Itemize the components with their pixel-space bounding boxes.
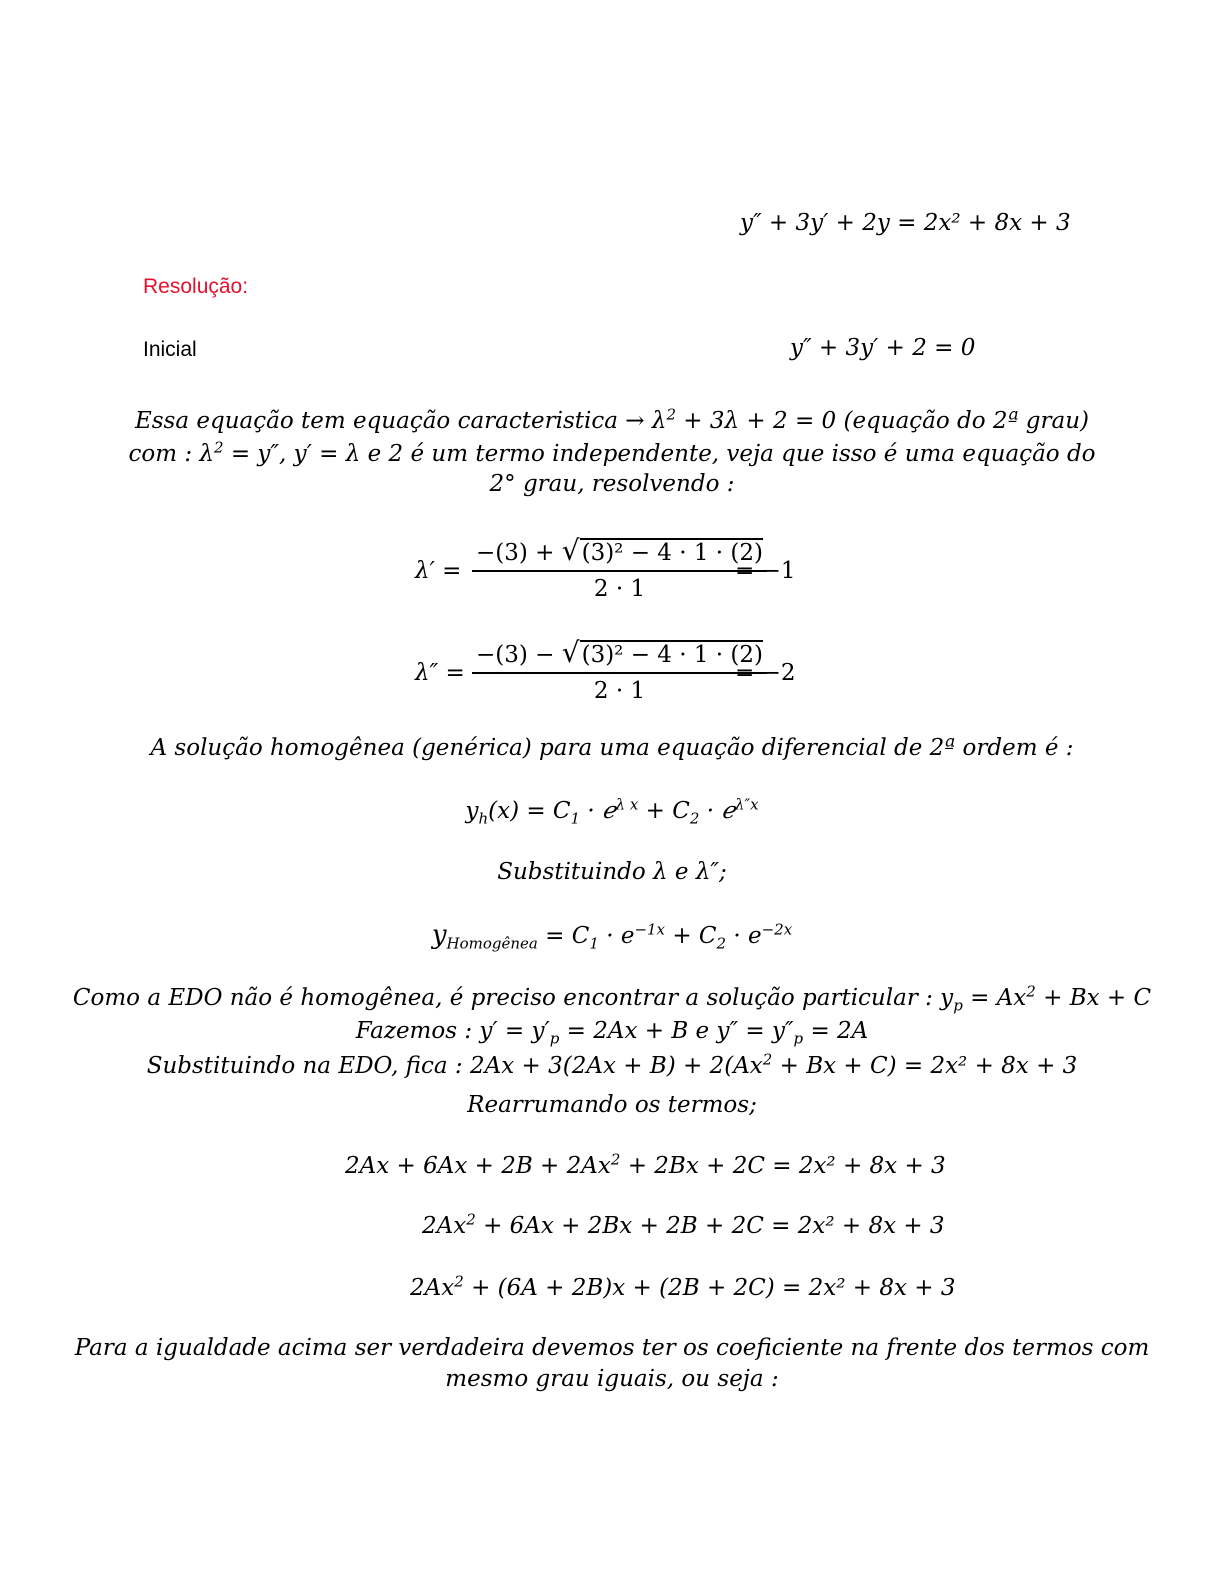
characteristic-line-1: Essa equação tem equação caracteristica → $\lambda^2 + 3\lambda + 2 = 0$ (equação do 2ª grau) (134, 405, 1090, 434)
rearranging-line: Rearrumando os termos; (467, 1092, 757, 1118)
conclusion-line-2: mesmo grau iguais, ou seja : (445, 1366, 779, 1392)
particular-line-2: Fazemos : $y' = y'_p = 2Ax + B$ e $y'' = y''_p = 2A$ (355, 1018, 869, 1048)
lambda2-lhs: λ″ = (415, 660, 465, 686)
initial-equation: y″ + 3y′ + 2 = 0 (790, 335, 976, 361)
main-equation: y″ + 3y′ + 2y = 2x² + 8x + 3 (740, 210, 1071, 236)
lambda1-result: = −1 (735, 558, 796, 584)
characteristic-line-3: 2° grau, resolvendo : (489, 471, 735, 497)
lambda1-fraction: $\frac{\text{−(3) + √(3)² − 4 · 1 · (2)}}{2 \cdot 1}$ (472, 534, 767, 606)
lambda2-result: = −2 (735, 660, 796, 686)
substituting-line: Substituindo λ e λ″; (497, 859, 727, 885)
lambda1-lhs: λ′ = (415, 558, 462, 584)
initial-label: Inicial (143, 338, 197, 361)
resolution-label: Resolução: (143, 275, 249, 298)
homogeneous-specific: $y_{Homogênea} = C_1 \cdot e^{-1x} + C_2 \cdot e^{-2x}$ (431, 920, 793, 953)
conclusion-line-1: Para a igualdade acima ser verdadeira devemos ter os coeficiente na frente dos termos com (74, 1335, 1150, 1361)
lambda2-fraction: $\frac{\text{−(3) − √(3)² − 4 · 1 · (2)}}{2 \cdot 1}$ (472, 636, 767, 708)
particular-line-3: Substituindo na EDO, fica : $2Ax + 3(2Ax + B) + 2(Ax^2 + Bx + C) = 2x^2 + 8x + 3$ (146, 1050, 1078, 1079)
homogeneous-intro: A solução homogênea (genérica) para uma equação diferencial de 2ª ordem é : (150, 735, 1074, 761)
expansion-eq-2: $2Ax^2 + 6Ax + 2Bx + 2B + 2C = 2x^2 + 8x + 3$ (422, 1210, 945, 1239)
characteristic-line-2: com : $\lambda^2 = y''$, y′ = λ e 2 é um termo independente, veja que isso é uma equação do (128, 438, 1096, 467)
homogeneous-general: $y_h(x) = C_1$ · ℯ$^{\lambda x}$ + $C_2$ · ℯ$^{\lambda''x}$ (465, 795, 759, 828)
particular-line-1: Como a EDO não é homogênea, é preciso encontrar a solução particular : $y_p = Ax^2 + Bx + C$ (72, 982, 1152, 1015)
expansion-eq-3: $2Ax^2 + (6A + 2B)x + (2B + 2C) = 2x^2 + 8x + 3$ (410, 1272, 956, 1301)
expansion-eq-1: $2Ax + 6Ax + 2B + 2Ax^2 + 2Bx + 2C = 2x^2 + 8x + 3$ (345, 1150, 946, 1179)
